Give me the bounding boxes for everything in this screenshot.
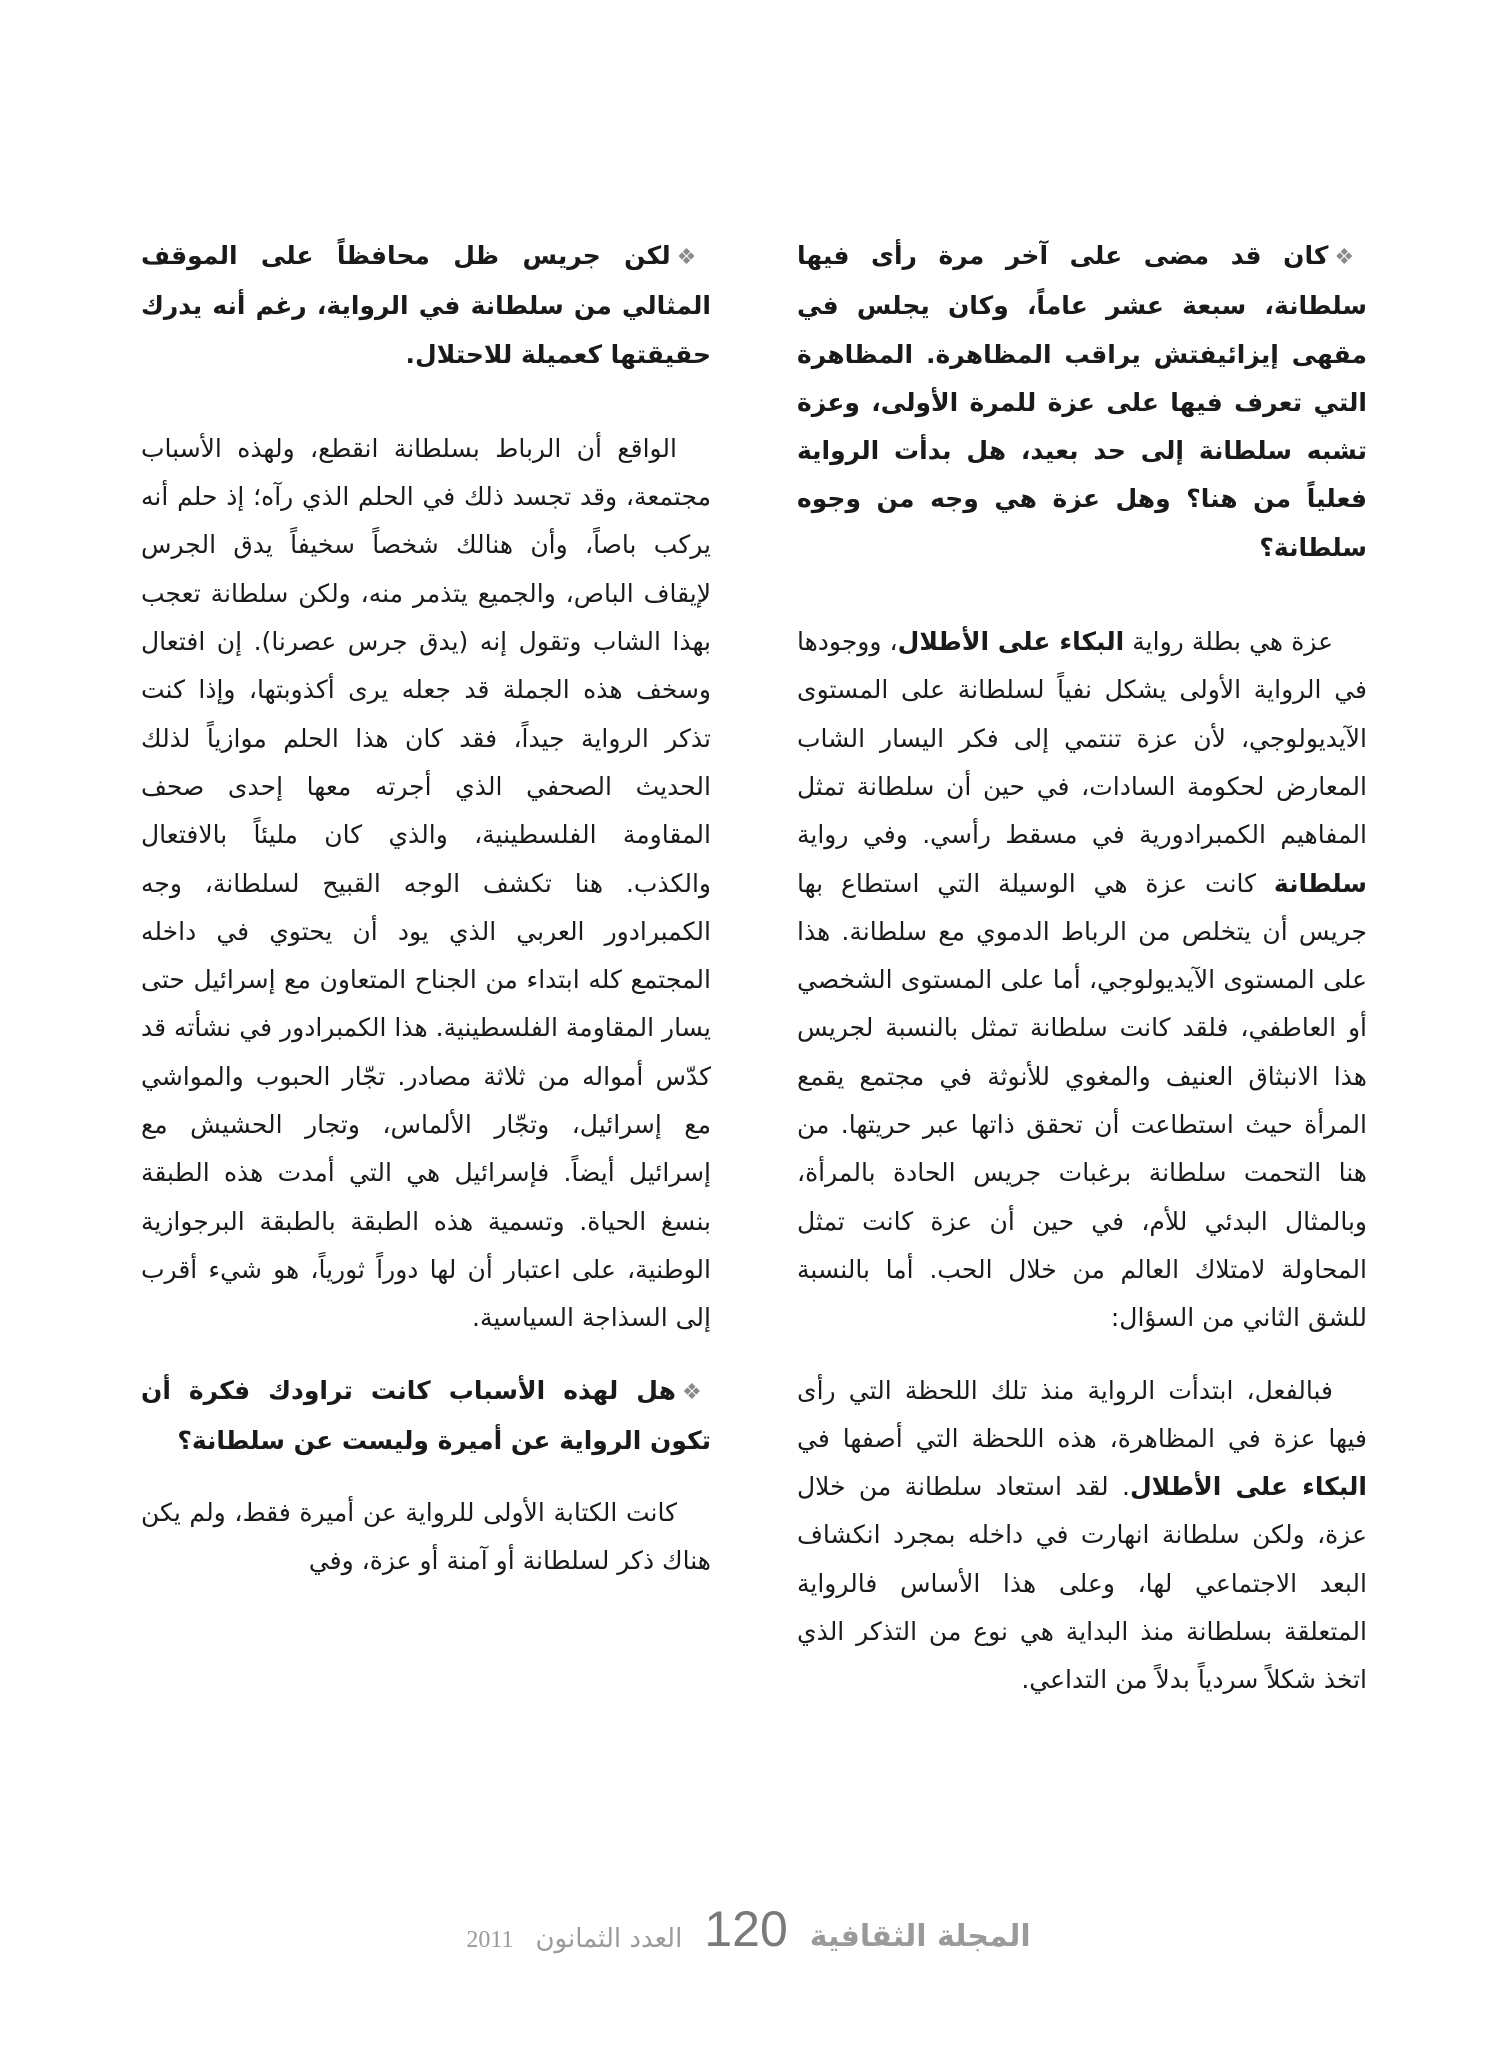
answer-paragraph-4: كانت الكتابة الأولى للرواية عن أميرة فقط، ولم يكن هناك ذكر لسلطانة أو آمنة أو عزة، وفي	[141, 1498, 711, 1576]
answer-2-text-a: فبالفعل، ابتدأت الرواية منذ تلك اللحظة التي رأى فيها عزة في المظاهرة، هذه اللحظة التي أصفها في	[797, 1375, 1367, 1453]
four-diamond-icon: ❖	[1334, 245, 1367, 270]
right-column	[797, 232, 1367, 1729]
question-1-text: كان قد مضى على آخر مرة رأى فيها سلطانة، سبعة عشر عاماً، وكان يجلس في مقهى إيزائيفتش يراقب المظاهرة. المظاهرة التي تعرف فيها على عزة للمرة الأولى، وعزة تشبه سلطانة إلى حد بعيد، هل بدأت الرواية فعلياً من هنا؟ وهل عزة هي وجه من وجوه سلطانة؟	[797, 241, 1367, 562]
novel-title-bold: سلطانة	[1273, 868, 1367, 898]
answer-1-text-a: عزة هي بطلة رواية	[1124, 627, 1334, 657]
interview-question-1	[797, 232, 1367, 572]
novel-title-bold: البكاء على الأطلال	[897, 627, 1125, 657]
answer-1-text-e: كانت عزة هي الوسيلة التي استطاع بها جريس أن يتخلص من الرباط الدموي مع سلطانة. هذا على المستوى الآيديولوجي، أما على المستوى الشخصي أو العاطفي، فلقد كانت سلطانة تمثل بالنسبة لجريس هذا الانبثاق العنيف والمغوي للأنوثة في مجتمع يقمع المرأة حيث استطاعت أن تحقق ذاتها عبر حريتها. من هنا التحمت سلطانة برغبات جريس الحادة بالمرأة، وبالمثال البدئي للأم، في حين أن عزة كانت تمثل المحاولة لامتلاك العالم من خلال الحب. أما بالنسبة للشق الثاني من السؤال:	[797, 868, 1367, 1333]
four-diamond-icon: ❖	[676, 245, 711, 270]
question-2-text: لكن جريس ظل محافظاً على الموقف المثالي من سلطانة في الرواية، رغم أنه يدرك حقيقتها كعميلة للاحتلال.	[141, 241, 711, 369]
magazine-name: المجلة الثقافية	[809, 1919, 1031, 1954]
issue-year: 2011	[466, 1927, 514, 1953]
answer-paragraph-3: الواقع أن الرباط بسلطانة انقطع، ولهذه الأسباب مجتمعة، وقد تجسد ذلك في الحلم الذي رآه؛ إذ حلم أنه يركب باصاً، وأن هنالك شخصاً سخيفاً يدق الجرس لإيقاف الباص، والجميع يتذمر منه، ولكن سلطانة تعجب بهذا الشاب وتقول إنه (يدق جرس عصرنا). إن افتعال وسخف هذه الجملة قد جعله يرى أكذوبتها، وإذا كنت تذكر الرواية جيداً، فقد كان هذا الحلم موازياً لذلك الحديث الصحفي الذي أجرته معها إحدى صحف المقاومة الفلسطينية، والذي كان مليئاً بالافتعال والكذب. هنا تكشف الوجه القبيح لسلطانة، وجه الكمبرادور العربي الذي يود أن يحتوي في داخله المجتمع كله ابتداء من الجناح المتعاون مع إسرائيل حتى يسار المقاومة الفلسطينية. هذا الكمبرادور في نشأته قد كدّس أمواله من ثلاثة مصادر. تجّار الحبوب والمواشي مع إسرائيل، وتجّار الألماس، وتجار الحشيش مع إسرائيل أيضاً. فإسرائيل هي التي أمدت هذه الطبقة بنسغ الحياة. وتسمية هذه الطبقة بالطبقة البرجوازية الوطنية، على اعتبار أن لها دوراً ثورياً، هو شيء أقرب إلى السذاجة السياسية.	[141, 433, 711, 1333]
answer-paragraph-1	[797, 618, 1367, 1342]
interview-question-2	[141, 232, 711, 379]
left-column	[141, 232, 711, 1610]
question-3-text: هل لهذه الأسباب كانت تراودك فكرة أن تكون الرواية عن أميرة وليست عن سلطانة؟	[141, 1375, 711, 1455]
page-footer	[0, 1898, 1497, 1957]
answer-1-text-c: ، ووجودها في الرواية الأولى يشكل نفياً لسلطانة على المستوى الآيديولوجي، لأن عزة تنتمي إلى فكر اليسار الشاب المعارض لحكومة السادات، في حين أن سلطانة تمثل المفاهيم الكمبرادورية في مسقط رأسي. وفي رواية	[797, 627, 1367, 850]
interview-question-3	[141, 1367, 711, 1466]
issue-label: العدد الثمانون	[535, 1924, 683, 1954]
answer-paragraph-2	[797, 1367, 1367, 1705]
page-number: 120	[704, 1901, 788, 1957]
novel-title-bold: البكاء على الأطلال	[1129, 1472, 1367, 1502]
answer-2-text-c: . لقد استعاد سلطانة من خلال عزة، ولكن سلطانة انهارت في داخله بمجرد انكشاف البعد الاجتماعي لها، وعلى هذا الأساس فالرواية المتعلقة بسلطانة منذ البداية هي نوع من التذكر الذي اتخذ شكلاً سردياً بدلاً من التداعي.	[797, 1472, 1367, 1695]
four-diamond-icon: ❖	[681, 1379, 711, 1405]
